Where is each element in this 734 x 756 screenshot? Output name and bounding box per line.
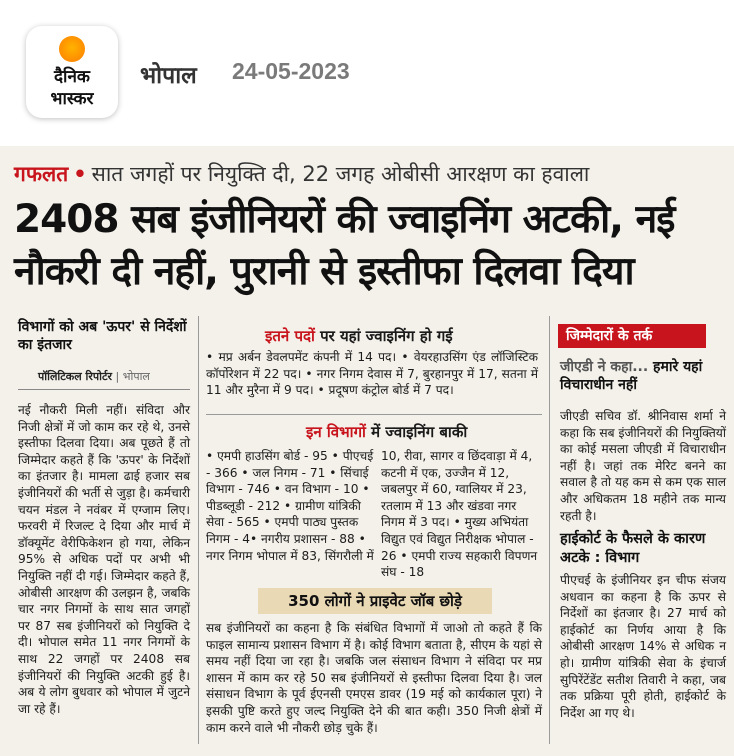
divider bbox=[206, 414, 542, 415]
joined-posts-heading bbox=[265, 326, 453, 346]
dainik-bhaskar-logo[interactable] bbox=[26, 26, 118, 118]
main-headline: 2408 सब इंजीनियरों की ज्वाइनिंग अटकी, नई नौकरी दी नहीं, पुरानी से इस्तीफा दिलवा दिया bbox=[14, 197, 675, 294]
logo-text-line2: भास्कर bbox=[50, 89, 94, 109]
pending-departments-heading bbox=[306, 422, 467, 442]
byline-place: | भोपाल bbox=[115, 370, 150, 383]
pending-departments-col1: • एमपी हाउसिंग बोर्ड - 95 • पीएचई - 366 • जल निगम - 71 • सिंचाई विभाग - 746 • वन विभाग - 10 • पीडब्लूडी - 212 • ग्रामीण यांत्रिकी सेवा - 565 • एमपी पाठ्य पुस्तक निगम - 4• नगरीय प्रशासन - 88 • नगर निगम भोपाल में 83, सिंगरौली में bbox=[206, 449, 374, 563]
sun-icon bbox=[59, 36, 85, 62]
app-header bbox=[0, 0, 734, 138]
joined-posts-heading-red: इतने पदों bbox=[265, 327, 315, 345]
officials-argument-tag: जिम्मेदारों के तर्क bbox=[558, 324, 706, 348]
highcourt-heading: हाईकोर्ट के फैसले के कारण अटके : विभाग bbox=[560, 531, 706, 566]
column-divider bbox=[549, 316, 550, 744]
gad-heading-rest: हमारे यहां विचाराधीन नहीं bbox=[560, 359, 703, 393]
pending-departments-heading-rest: में ज्वाइनिंग बाकी bbox=[365, 423, 468, 441]
highcourt-statement-text: पीएचई के इंजीनियर इन चीफ संजय अधवान का कहना है कि ऊपर से निर्देशों का इंतजार है। 27 मार्च को हाईकोर्ट का निर्णय आया है कि ओबीसी आरक्षण 14% से अधिक न हो। ग्रामीण यांत्रिकी सेवा के इंचार्ज सुपिरेंटेंडेंट सतीश तिवारी ने कहा, जब तक प्रक्रिया पूरी होती, हाईकोर्ट के निर्देश आ गए थे। bbox=[560, 573, 726, 720]
gad-heading bbox=[560, 358, 726, 394]
byline bbox=[38, 369, 188, 384]
divider bbox=[18, 389, 190, 390]
gad-statement-text: जीएडी सचिव डॉ. श्रीनिवास शर्मा ने कहा कि सब इंजीनियरों की नियुक्तियों का कोई मसला जीएडी में विचाराधीन नहीं है। जहां तक मेरिट बनने का सवाल है तो यह कम से कम एक साल और अधिकतम 18 महीने तक मान्य रहती है। bbox=[560, 409, 726, 523]
left-body-text: नई नौकरी मिली नहीं। संविदा और निजी क्षेत्रों में जो काम कर रहे थे, उनसे इस्तीफा दिलवा दिया। अब पूछते हैं तो जिम्मेदार कहते हैं कि 'ऊपर' के निर्देशों का इंतजार है। मामला ढाई हजार सब इंजीनियरों की भर्ती से जुड़ा है। कर्मचारी चयन मंडल ने नवंबर में एग्जाम लिए। फरवरी में रिजल्ट दे दिया और मार्च में डॉक्यूमेंट वेरीफिकेशन हो गया, लेकिन 95% से अधिक पदों पर अभी भी नियुक्ति नहीं दी गई। जिम्मेदार कहते हैं, ओबीसी आरक्षण की उलझन है, जबकि चार नगर निगमों के साथ सात जगहों पर 87 सब इंजीनियरों को नियुक्ति दे दी। भोपाल समेत 11 नगर निगमों के साथ 22 जगहों पर 2408 सब इंजीनियरों की नियुक्ति अटकी हुई है। अब ये लोग बुधवार को भोपाल में जुटने जा रहे हैं। bbox=[18, 403, 190, 716]
kicker-text: सात जगहों पर नियुक्ति दी, 22 जगह ओबीसी आरक्षण का हवाला bbox=[91, 162, 590, 186]
byline-reporter: पॉलिटिकल रिपोर्टर bbox=[38, 370, 113, 383]
column-divider bbox=[198, 316, 199, 744]
news-clipping bbox=[0, 146, 734, 756]
pending-departments-heading-red: इन विभागों bbox=[306, 423, 366, 441]
left-subheadline: विभागों को अब 'ऊपर' से निर्देशों का इंतजार bbox=[18, 319, 187, 353]
kicker-line bbox=[14, 160, 724, 188]
joined-posts-heading-rest: पर यहां ज्वाइनिंग हो गई bbox=[314, 327, 453, 345]
gad-heading-lead: जीएडी ने कहा... bbox=[560, 359, 654, 375]
private-jobs-heading: 350 लोगों ने प्राइवेट जॉब छोड़े bbox=[258, 588, 492, 614]
private-jobs-text: सब इंजीनियरों का कहना है कि संबंधित विभागों में जाओ तो कहते हैं कि फाइल सामान्य प्रशासन विभाग में है। कोई विभाग बताता है, सीएम के यहां से समय नहीं दिया जा रहा है। जबकि जल संसाधन विभाग ने संविदा पर मप्र शासन में काम कर रहे 50 सब इंजीनियरों से इस्तीफा दिलवा दिया है। जल संसाधन विभाग के पूर्व ईएनसी एमएस डावर (19 मई को कार्यकाल पूरा) ने इसकी पुष्टि करते हुए जल्द नियुक्ति देने की बात कही। 350 निजी क्षेत्रों में काम करने वाले भी नौकरी छोड़ चुके हैं। bbox=[206, 621, 542, 735]
logo-text-line1: दैनिक bbox=[54, 67, 90, 87]
kicker-word: गफलत bbox=[14, 162, 69, 186]
edition-city: भोपाल bbox=[140, 63, 197, 89]
pending-departments-col2: 10, रीवा, सागर व छिंदवाड़ा में 4, कटनी में एक, उज्जैन में 12, जबलपुर में 60, ग्वालियर में 23, रतलाम में 13 और खंडवा नगर निगम में 3 पद। • मुख्य अभियंता विद्युत एवं विद्युत निरीक्षक भोपाल - 26 • एमपी राज्य सहकारी विपणन संघ - 18 bbox=[381, 449, 538, 580]
joined-posts-text: • मप्र अर्बन डेवलपमेंट कंपनी में 14 पद। • वेयरहाउसिंग एंड लॉजिस्टिक कॉर्पोरेशन में 22 पद। • नगर निगम देवास में 7, बुरहानपुर में 17, सतना में 11 और मुरैना में 9 पद। • प्रदूषण कंट्रोल बोर्ड में 7 पद। bbox=[206, 350, 538, 398]
kicker-bullet: • bbox=[73, 162, 87, 186]
edition-date: 24-05-2023 bbox=[232, 58, 350, 84]
